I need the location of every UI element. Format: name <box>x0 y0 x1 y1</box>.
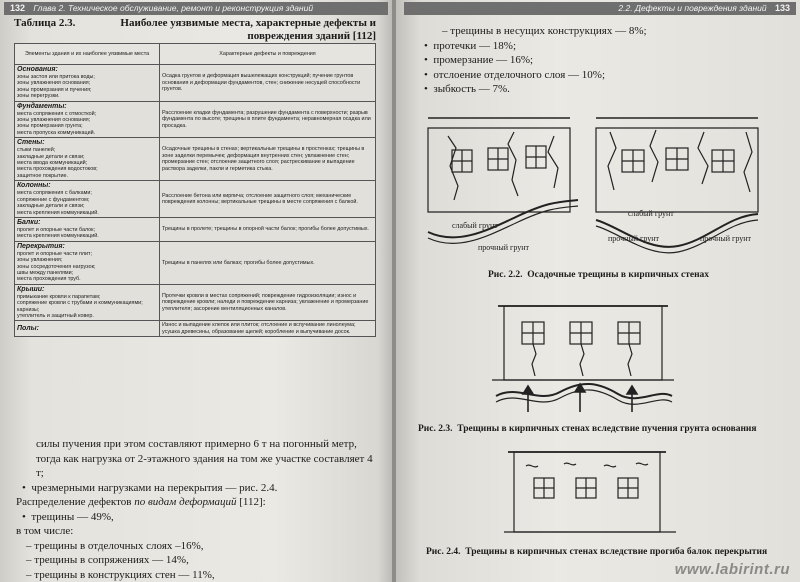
sub-item: – трещины в сопряжениях — 14%, <box>26 554 189 566</box>
crack-line <box>448 136 458 200</box>
defects-table <box>14 43 376 337</box>
figure-2-2 <box>418 96 778 268</box>
element-item: зоны увлажнения основания; <box>17 80 91 87</box>
table-cell-element <box>15 321 160 337</box>
crack-line <box>744 132 752 192</box>
right-page-number: 133 <box>774 3 790 13</box>
table-cell-element <box>15 284 160 321</box>
element-item: сопряжение с фундаментом; <box>17 196 90 203</box>
table-cell-defects: Трещины в пролете; трещины в опорной части балок; прогибы более допустимых. <box>160 217 376 241</box>
element-item: зоны увлажнения; <box>17 257 63 264</box>
watermark: www.labirint.ru <box>674 561 790 578</box>
element-item: карнизы; <box>17 306 40 313</box>
table-cell-defects: Расслоение бетона или кирпича; отслоение защитного слоя; механические повреждения колонны; вертикальные трещины в месте сопряжения с балкой. <box>160 181 376 218</box>
table-row <box>15 138 376 181</box>
table-cell-element <box>15 101 160 138</box>
element-item: места ввода коммуникаций; <box>17 160 88 167</box>
element-item: места крепления коммуникаций. <box>17 233 99 240</box>
list-item: – трещины в несущих конструкциях — 8%; <box>442 25 647 37</box>
table-cell-defects: Трещины в панелях или балках; прогибы более допустимых. <box>160 241 376 284</box>
left-body-text <box>16 437 380 582</box>
table-body <box>15 65 376 337</box>
crack-line <box>526 463 648 467</box>
table-title-label: Таблица 2.3. <box>14 17 76 29</box>
table-cell-element <box>15 241 160 284</box>
section-heading: Перекрытия: <box>17 242 65 250</box>
table-cell-element <box>15 138 160 181</box>
section-heading: Основания: <box>17 66 58 73</box>
element-item: зоны промерзания грунта; <box>17 123 83 130</box>
list-item: • промерзание — 16%; <box>424 54 534 66</box>
crack-line <box>698 132 708 184</box>
fig-label: прочный грунт <box>608 234 659 243</box>
bullet-text: трещины — 49%, <box>31 510 114 523</box>
section-heading: Балки: <box>17 218 41 226</box>
element-item: места крепления коммуникаций. <box>17 209 99 216</box>
table-title <box>14 17 376 43</box>
bullet-text: чрезмерными нагрузками на перекрытия — рис. 2.4. <box>31 481 278 494</box>
bullet-item: • чрезмерными нагрузками на перекрытия — рис. 2.4. <box>22 481 278 494</box>
element-item: сопряжение кровли с трубами и коммуникациями; <box>17 300 143 307</box>
table-row <box>15 284 376 321</box>
table-header-defects: Характерные дефекты и повреждения <box>160 44 376 65</box>
list-item: • протечки — 18%; <box>424 39 516 52</box>
fig-label: прочный грунт <box>700 234 751 243</box>
crack-line <box>508 132 518 196</box>
table-cell-defects: Расслоение кладки фундамента; разрушение фундамента с поверхности; разрыв фундамента по высоте; трещины в плите фундамента; неравномерная осадка или просадка. <box>160 101 376 138</box>
section-heading: Стены: <box>17 139 45 147</box>
element-item: пролет и опорные части плит; <box>17 250 93 257</box>
table-header-elements: Элементы здания и их наиболее уязвимые места <box>15 44 160 65</box>
section-heading: Полы: <box>17 324 39 332</box>
element-item: зоны промерзания и пучения; <box>17 86 92 93</box>
figure-2-4 <box>500 440 680 540</box>
element-item: зоны застоя или притока воды; <box>17 74 95 80</box>
element-item: пролет и опорные части балок; <box>17 226 95 233</box>
section-heading: Фундаменты: <box>17 102 67 110</box>
left-page-header <box>4 2 388 15</box>
crack-line <box>628 344 632 376</box>
element-item: зоны сосредоточения нагрузок; <box>17 263 96 270</box>
list-item: • зыбкость — 7%. <box>424 83 510 95</box>
list-item: • отслоение отделочного слоя — 10%; <box>424 68 605 81</box>
element-item: места прохождения труб. <box>17 276 81 283</box>
element-item: швы между панелями; <box>17 269 74 276</box>
table-cell-defects: Осадочные трещины в стенах; вертикальные трещины в простенках; трещины в зоне заделки перемычек; деформация внутренних стен; увлажнение стен; промерзание стен; отслоение защитного слоя; растрескивание и выпадение раствора заделки, пакли и герметика стыка. <box>160 138 376 181</box>
table-cell-element <box>15 217 160 241</box>
caption-fig-2-3: Рис. 2.3. Трещины в кирпичных стенах вследствие пучения грунта основания <box>418 424 757 434</box>
table-row <box>15 181 376 218</box>
fig-label: прочный грунт <box>478 243 529 252</box>
table-row <box>15 101 376 138</box>
element-item: места сопряжения с балками; <box>17 190 92 197</box>
element-item: зоны увлажнения основания; <box>17 117 91 124</box>
right-page-header <box>404 2 796 15</box>
element-item: стыки панелей; <box>17 147 56 154</box>
table-row <box>15 65 376 102</box>
fig-label: слабый грунт <box>628 209 674 218</box>
element-item: защитное покрытие. <box>17 172 68 179</box>
crack-line <box>548 136 558 188</box>
table-cell-element <box>15 65 160 102</box>
element-item: закладные детали и связи; <box>17 153 85 160</box>
crack-line <box>650 130 658 182</box>
text-line: в том числе: <box>16 525 74 537</box>
left-page-number: 132 <box>10 3 26 13</box>
element-item: примыкание кровли к парапетам; <box>17 293 101 300</box>
table-row <box>15 217 376 241</box>
text-line: Распределение дефектов по видам деформаций [112]: <box>16 496 266 508</box>
table-cell-defects: Износ и выпадение клепок или плиток; отслоение и вспучивание линолеума; усушка древесины, образование щелей; коробление и выпучивание досок. <box>160 321 376 337</box>
caption-fig-2-2: Рис. 2.2. Осадочные трещины в кирпичных стенах <box>488 270 710 280</box>
table-row <box>15 321 376 337</box>
sub-item: – трещины в отделочных слоях –16%, <box>26 539 204 552</box>
element-item: утеплитель и защитный ковер. <box>17 312 94 319</box>
table-cell-defects: Протечки кровли в местах сопряжений; повреждение гидроизоляции; износ и повреждение кровли; наледи и повреждение карниза; увлажнение и промерзание утеплителя; засорение вентиляционных каналов. <box>160 284 376 321</box>
table-cell-element <box>15 181 160 218</box>
crack-line <box>608 132 616 190</box>
table-title-text: Наиболее уязвимые места, характерные дефекты и повреждения зданий [112] <box>120 17 376 42</box>
caption-fig-2-4: Рис. 2.4. Трещины в кирпичных стенах вследствие прогиба балок перекрытия <box>426 547 768 557</box>
crack-line <box>532 344 536 376</box>
crack-line <box>580 344 584 376</box>
element-item: места пропуска коммуникаций. <box>17 129 96 136</box>
element-item: места прохождения водостоков; <box>17 166 98 173</box>
figure-2-3 <box>488 288 678 416</box>
section-heading: Крыши: <box>17 285 45 293</box>
text-line: силы пучения при этом составляют примерно 6 т на погонный метр, тогда как нагрузка от 2-этажного здания на том же участке составляет 4 т; <box>36 438 373 479</box>
soil-layer-left <box>428 200 578 237</box>
right-chapter-title: 2.2. Дефекты и повреждения зданий <box>618 3 767 13</box>
element-item: места сопряжения с отмосткой; <box>17 110 97 117</box>
section-heading: Колонны: <box>17 182 51 190</box>
bullet-item: • трещины — 49%, <box>22 510 114 523</box>
element-item: зоны перегрузки. <box>17 93 60 100</box>
sub-item: – трещины в конструкциях стен — 11%, <box>26 568 215 581</box>
element-item: закладные детали и связи; <box>17 203 85 210</box>
left-page <box>0 0 394 582</box>
left-chapter-title: Глава 2. Техническое обслуживание, ремонт и реконструкция зданий <box>33 3 314 13</box>
right-page <box>396 0 800 582</box>
right-list <box>418 24 788 97</box>
fig-label: слабый грунт <box>452 221 498 230</box>
table-cell-defects: Осадка грунтов и деформация вышележащих конструкций; пучение грунтов основания и деформации фундаментов, стен; снижение несущей способности грунтов. <box>160 65 376 102</box>
table-row <box>15 241 376 284</box>
